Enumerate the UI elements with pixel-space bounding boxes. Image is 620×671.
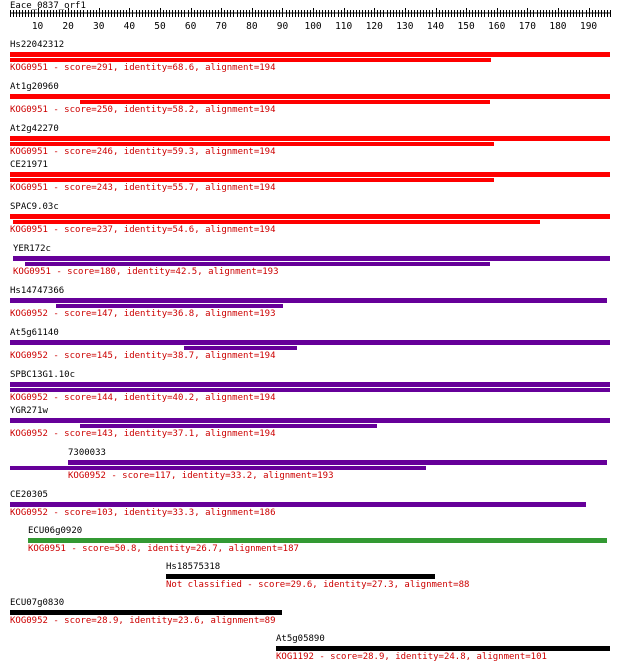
hit-match-bar[interactable] <box>10 466 426 470</box>
hit-name[interactable]: At1g20960 <box>10 82 59 92</box>
ruler-tick-label: 50 <box>154 21 166 32</box>
hit-subject-bar[interactable] <box>68 460 607 465</box>
hit-match-bar[interactable] <box>10 142 494 146</box>
hit-match-bar[interactable] <box>184 346 297 350</box>
hit-description[interactable]: KOG0951 - score=50.8, identity=26.7, alignment=187 <box>28 544 299 554</box>
hit-description[interactable]: KOG0952 - score=147, identity=36.8, alignment=193 <box>10 309 276 319</box>
hit-description[interactable]: KOG0952 - score=144, identity=40.2, alignment=194 <box>10 393 276 403</box>
hit-description[interactable]: KOG0952 - score=145, identity=38.7, alignment=194 <box>10 351 276 361</box>
hit-subject-bar[interactable] <box>10 418 610 423</box>
hit-description[interactable]: Not classified - score=29.6, identity=27.3, alignment=88 <box>166 580 470 590</box>
ruler-tick-label: 150 <box>457 21 475 32</box>
hit-name[interactable]: SPAC9.03c <box>10 202 59 212</box>
hit-description[interactable]: KOG0952 - score=117, identity=33.2, alignment=193 <box>68 471 334 481</box>
hit-subject-bar[interactable] <box>10 610 282 615</box>
hit-name[interactable]: YER172c <box>13 244 51 254</box>
query-name: Eace_0837_orf1 <box>10 1 86 11</box>
ruler-tick-label: 60 <box>184 21 197 32</box>
hit-subject-bar[interactable] <box>10 382 610 387</box>
hit-name[interactable]: SPBC13G1.10c <box>10 370 76 380</box>
hit-match-bar[interactable] <box>25 262 490 266</box>
ruler-tick-label: 160 <box>488 21 506 32</box>
hit-description[interactable]: KOG0952 - score=28.9, identity=23.6, alignment=89 <box>10 616 276 626</box>
hit-description[interactable]: KOG0952 - score=143, identity=37.1, alignment=194 <box>10 429 276 439</box>
hit-subject-bar[interactable] <box>10 52 610 57</box>
ruler-tick-label: 140 <box>426 21 445 32</box>
ruler-tick-label: 90 <box>276 21 289 32</box>
hit-subject-bar[interactable] <box>10 94 610 99</box>
hit-match-bar[interactable] <box>80 424 377 428</box>
hit-subject-bar[interactable] <box>10 298 607 303</box>
ruler-axis <box>0 0 620 34</box>
hit-description[interactable]: KOG1192 - score=28.9, identity=24.8, alignment=101 <box>276 652 547 662</box>
ruler-tick-label: 190 <box>579 21 598 32</box>
hit-match-bar[interactable] <box>13 220 540 224</box>
hit-description[interactable]: KOG0951 - score=243, identity=55.7, alignment=194 <box>10 183 276 193</box>
hit-subject-bar[interactable] <box>10 340 610 345</box>
hit-description[interactable]: KOG0951 - score=237, identity=54.6, alignment=194 <box>10 225 276 235</box>
ruler-tick-label: 30 <box>93 21 105 32</box>
hit-name[interactable]: Hs14747366 <box>10 286 65 296</box>
ruler-tick-label: 100 <box>304 21 322 32</box>
ruler-tick-label: 130 <box>396 21 414 32</box>
hit-match-bar[interactable] <box>80 100 490 104</box>
hit-match-bar[interactable] <box>10 178 494 182</box>
ruler-tick-label: 70 <box>215 21 227 32</box>
hit-name[interactable]: 7300033 <box>68 448 106 458</box>
ruler-tick-label: 80 <box>246 21 258 32</box>
hit-subject-bar[interactable] <box>13 256 610 261</box>
hit-subject-bar[interactable] <box>276 646 610 651</box>
hit-subject-bar[interactable] <box>10 214 610 219</box>
ruler-tick-label: 10 <box>31 21 44 32</box>
hit-match-bar[interactable] <box>10 58 491 62</box>
hit-subject-bar[interactable] <box>10 172 610 177</box>
hit-description[interactable]: KOG0951 - score=250, identity=58.2, alignment=194 <box>10 105 276 115</box>
hit-name[interactable]: YGR271w <box>10 406 48 416</box>
hit-match-bar[interactable] <box>56 304 283 308</box>
hit-name[interactable]: CE21971 <box>10 160 48 170</box>
hit-description[interactable]: KOG0951 - score=180, identity=42.5, alignment=193 <box>13 267 279 277</box>
hit-name[interactable]: At2g42270 <box>10 124 59 134</box>
hit-match-bar[interactable] <box>10 388 610 392</box>
hit-name[interactable]: At5g05890 <box>276 634 325 644</box>
hit-name[interactable]: Hs18575318 <box>166 562 221 572</box>
hit-subject-bar[interactable] <box>10 136 610 141</box>
hit-description[interactable]: KOG0951 - score=246, identity=59.3, alignment=194 <box>10 147 276 157</box>
ruler-tick-label: 110 <box>335 21 353 32</box>
hit-name[interactable]: ECU07g0830 <box>10 598 65 608</box>
ruler-tick-label: 20 <box>62 21 74 32</box>
hit-description[interactable]: KOG0951 - score=291, identity=68.6, alignment=194 <box>10 63 276 73</box>
hit-name[interactable]: At5g61140 <box>10 328 59 338</box>
hit-subject-bar[interactable] <box>28 538 607 543</box>
hit-name[interactable]: Hs22042312 <box>10 40 65 50</box>
ruler-tick-label: 180 <box>549 21 567 32</box>
hit-description[interactable]: KOG0952 - score=103, identity=33.3, alignment=186 <box>10 508 276 518</box>
ruler-tick-label: 120 <box>365 21 383 32</box>
hit-subject-bar[interactable] <box>10 502 586 507</box>
hit-subject-bar[interactable] <box>166 574 435 579</box>
ruler-tick-label: 40 <box>123 21 136 32</box>
ruler-tick-label: 170 <box>518 21 536 32</box>
hit-name[interactable]: CE20305 <box>10 490 48 500</box>
hit-name[interactable]: ECU06g0920 <box>28 526 83 536</box>
